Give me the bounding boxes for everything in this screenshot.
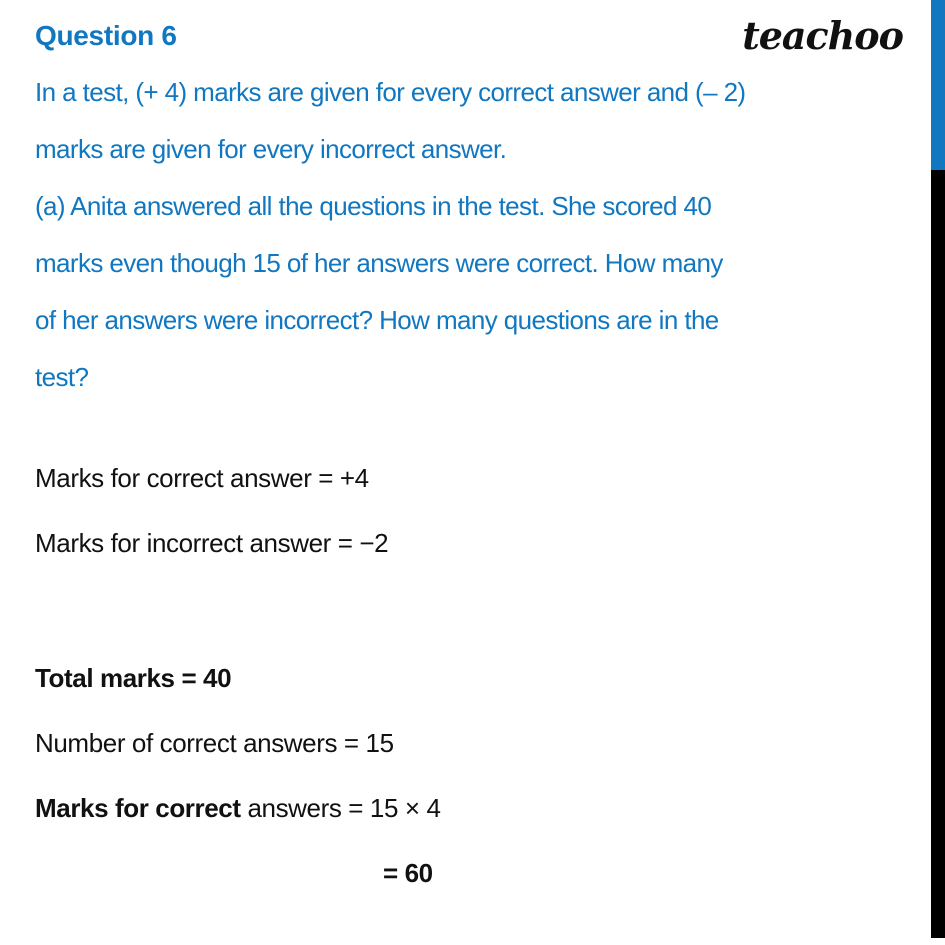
question-text-line: marks are given for every incorrect answer. (35, 134, 507, 164)
right-edge-blue-bar (931, 0, 945, 170)
question-text-block (35, 64, 905, 406)
teachoo-logo: teachoo (742, 13, 903, 58)
solution-steps-block (35, 646, 905, 906)
question-text-line: (a) Anita answered all the questions in the test. She scored 40 (35, 191, 712, 221)
question-text-line: marks even though 15 of her answers were correct. How many (35, 248, 723, 278)
question-text-line: of her answers were incorrect? How many questions are in the (35, 305, 719, 335)
solution-step-bold-text: Marks for correct (35, 793, 241, 823)
solution-given-block (35, 446, 905, 576)
header (35, 12, 903, 60)
solution-step-bold-text: = 60 (383, 858, 433, 888)
solution-line: Marks for correct answer = +4 (35, 463, 369, 493)
solution-step (35, 646, 905, 711)
solution-step-regular-text: answers = 15 × 4 (240, 793, 441, 823)
question-text-line: In a test, (+ 4) marks are given for every correct answer and (– 2) (35, 77, 746, 107)
question-text-line: test? (35, 362, 89, 392)
right-edge-black-bar (931, 170, 945, 938)
solution-line: Marks for incorrect answer = −2 (35, 528, 389, 558)
solution-step (35, 776, 905, 841)
solution-step-result (35, 841, 905, 906)
solution-step (35, 711, 905, 776)
solution-step-regular-text: Number of correct answers = 15 (35, 728, 394, 758)
solution-step-bold-text: Total marks = 40 (35, 663, 232, 693)
question-number-heading: Question 6 (35, 20, 177, 51)
